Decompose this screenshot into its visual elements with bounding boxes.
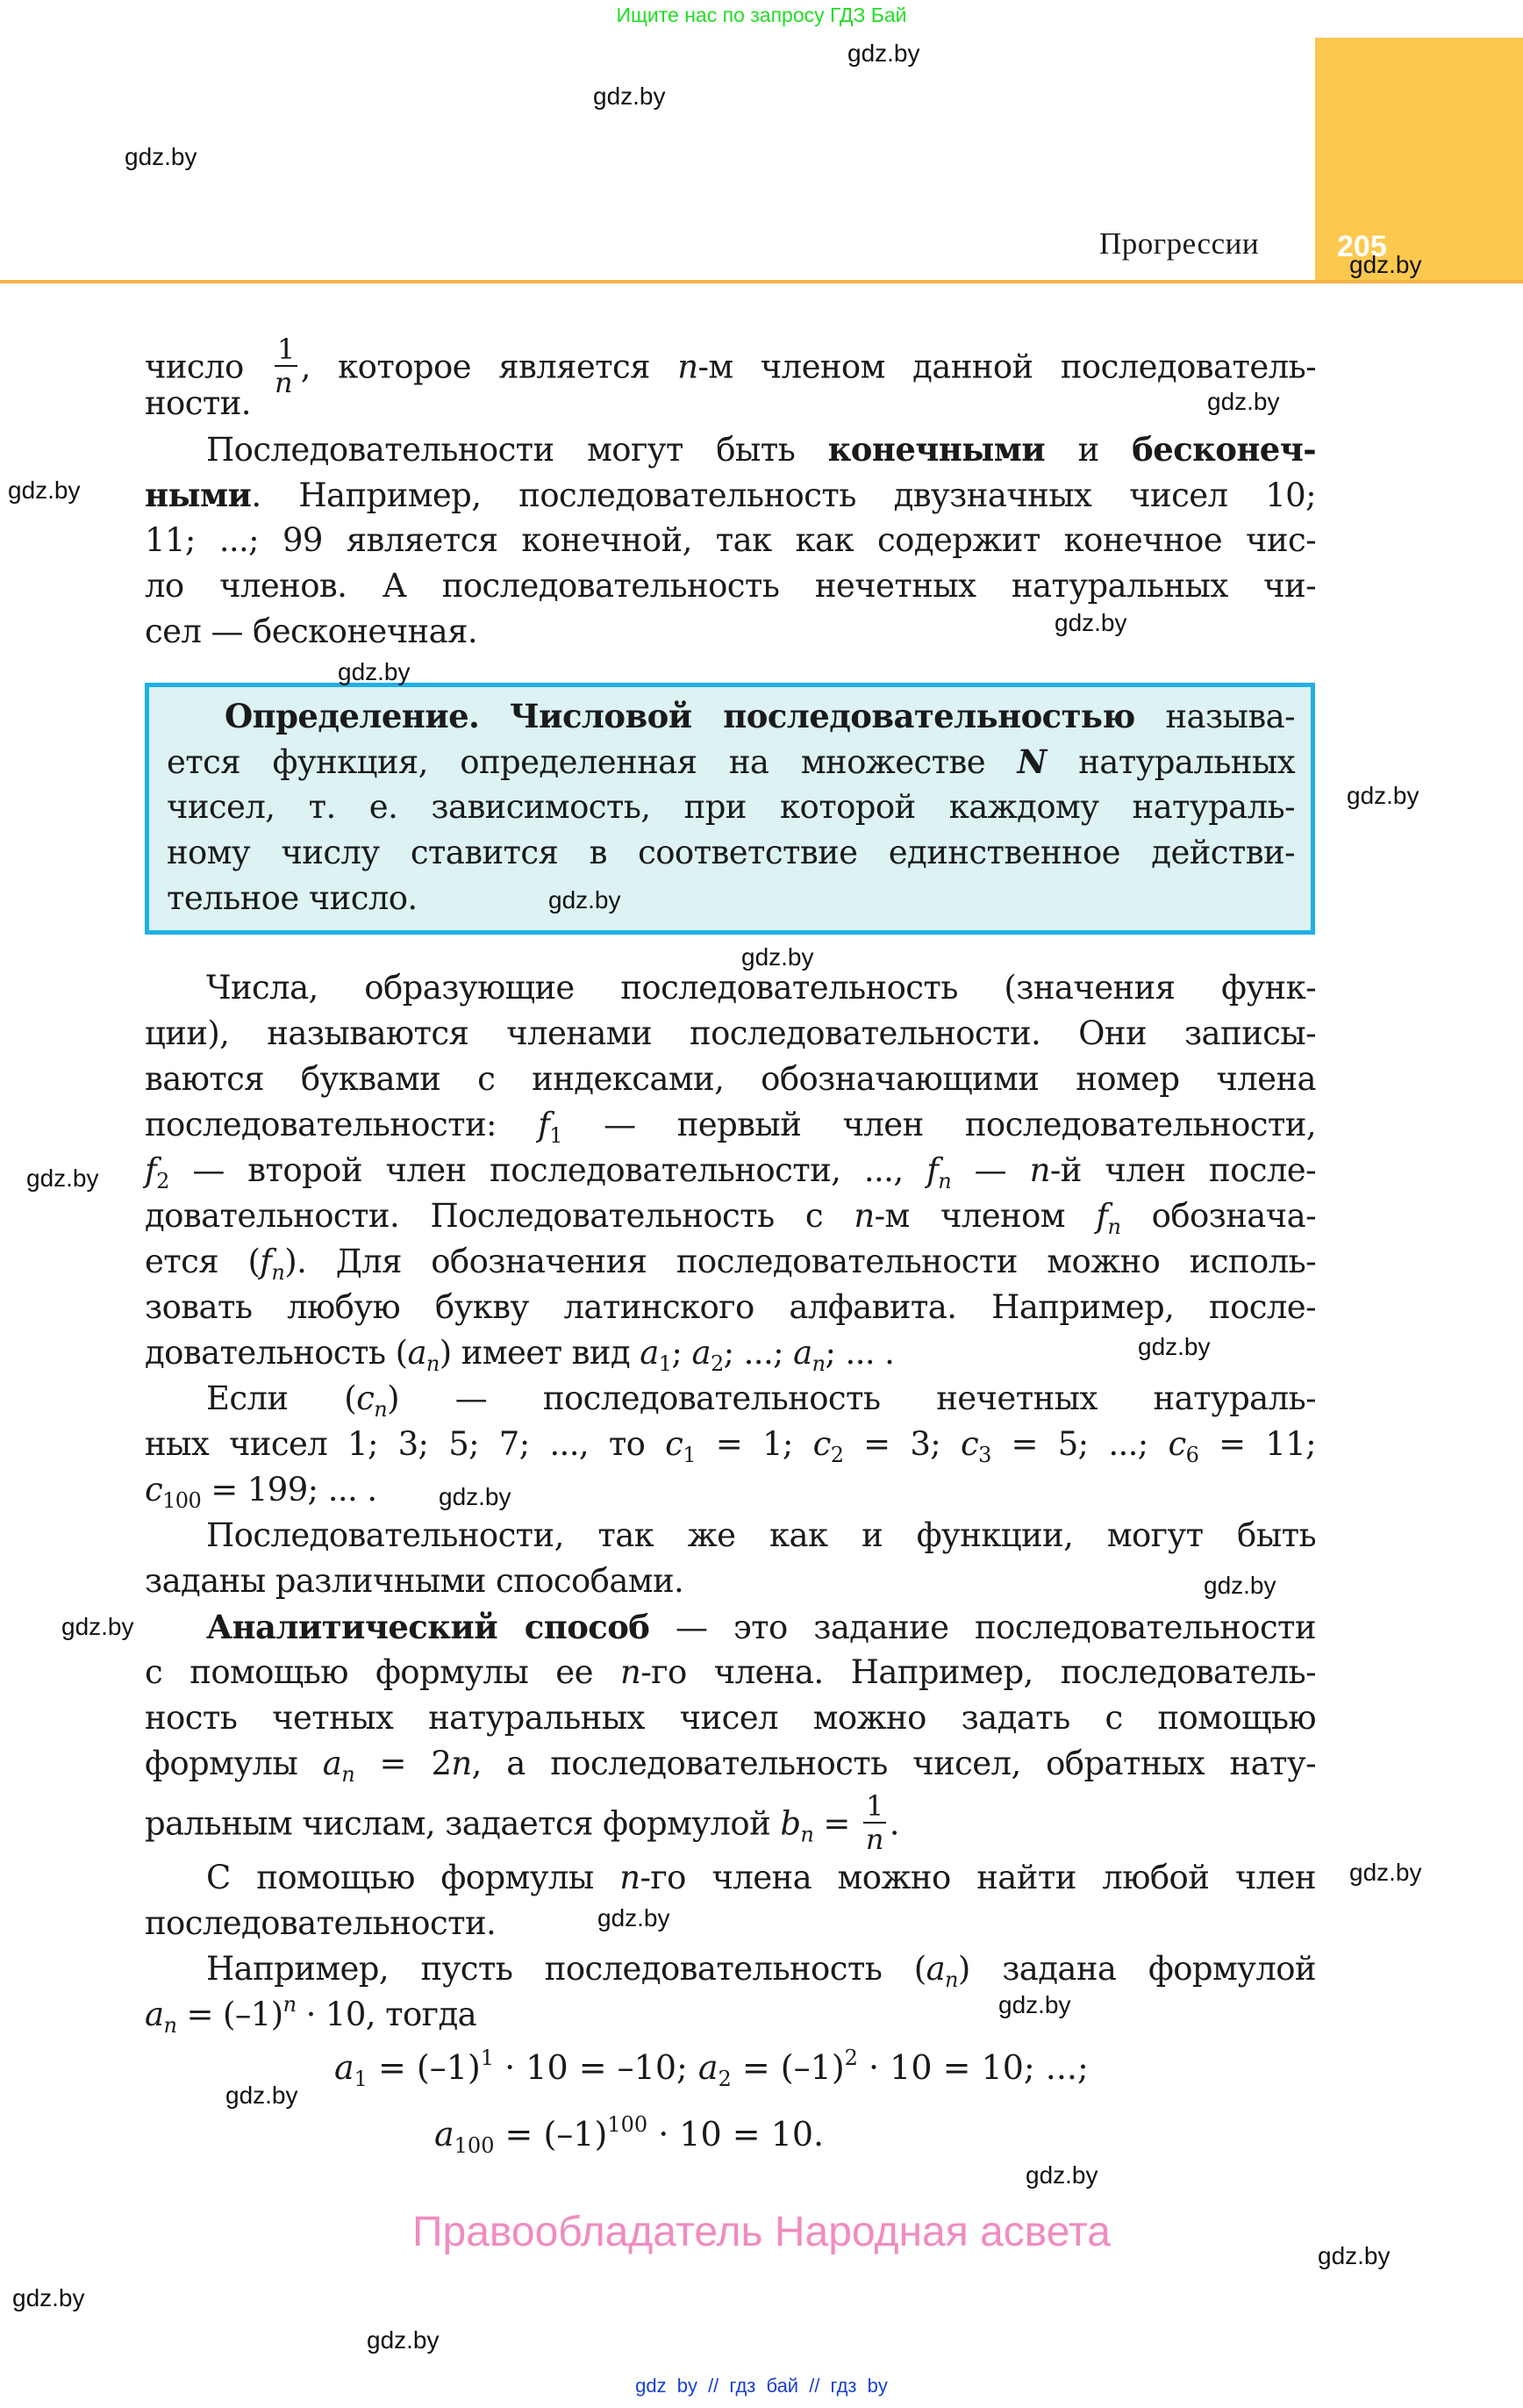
running-head: Прогрессии — [1099, 226, 1260, 261]
p6-line-3: ность четных натуральных чисел можно задать с помощью — [145, 1699, 1316, 1737]
p3-line-4: последовательности: $f_1$ — первый член последовательности, — [145, 1106, 1317, 1148]
copyright-notice: Правообладатель Народная асвета — [412, 2209, 1111, 2255]
p3-line-8: зовать любую букву латинского алфавита. Например, после- — [145, 1288, 1316, 1326]
p8-line-2: $a_n = (-1)^n \cdot 10$, тогда — [145, 1992, 477, 2038]
p2-line-5: сел — бесконечная. — [145, 613, 477, 650]
p2-line-3: 11; ...; 99 является конечной, так как содержит конечное чис- — [145, 521, 1316, 559]
top-banner: Ищите нас по запросу ГДЗ Бай — [616, 4, 907, 26]
p6-line-4: формулы $a_n = 2n$, а последовательность чисел, обратных нату- — [145, 1745, 1316, 1787]
p7-line-1: С помощью формулы n-го члена можно найти любой член — [206, 1859, 1316, 1896]
p4-line-3: $c_{100} = 199$; ... . — [145, 1471, 377, 1513]
definition-term: Числовой последовательностью — [509, 697, 1135, 735]
watermark: gdz.by — [439, 1483, 511, 1510]
watermark: gdz.by — [593, 82, 666, 110]
watermark: gdz.by — [8, 477, 81, 504]
analytic-method-term: Аналитический способ — [206, 1608, 650, 1646]
watermark: gdz.by — [1349, 251, 1422, 278]
watermark: gdz.by — [548, 886, 621, 914]
p2-line-1: Последовательности могут быть конечными и бесконеч- — [206, 430, 1316, 469]
watermark: gdz.by — [1207, 388, 1280, 415]
p4-line-1: Если $(c_n)$ — последовательность нечетных натураль- — [206, 1380, 1316, 1422]
watermark: gdz.by — [367, 2326, 440, 2354]
definition-line-5: тельное число. — [167, 879, 418, 917]
watermark: gdz.by — [125, 143, 197, 170]
watermark: gdz.by — [1138, 1333, 1211, 1360]
watermark: gdz.by — [847, 39, 920, 67]
page-number: 205 — [1337, 230, 1387, 263]
p1-line-2: ности. — [145, 384, 251, 422]
fraction-1-over-n: $\frac{1}{n}$ — [863, 1792, 886, 1853]
p7-line-2: последовательности. — [145, 1904, 497, 1942]
p2-line-4: ло членов. А последовательность нечетных натуральных чи- — [145, 567, 1316, 605]
p1-line-1: число $\frac{1}{n}$ , которое является n-м членом данной последователь- — [145, 333, 1316, 399]
watermark: gdz.by — [1055, 609, 1127, 636]
header-rule — [0, 280, 1523, 283]
watermark: gdz.by — [998, 1991, 1071, 2018]
watermark: gdz.by — [61, 1613, 134, 1640]
p3-line-3: ваются буквами с индексами, обозначающими номер члена — [145, 1060, 1316, 1098]
watermark: gdz.by — [1204, 1572, 1276, 1599]
definition-line-3: чисел, т. е. зависимость, при которой каждому натураль- — [167, 788, 1295, 826]
watermark: gdz.by — [1026, 2161, 1098, 2189]
p3-line-2: ции), называются членами последовательности. Они записы- — [145, 1014, 1316, 1052]
watermark: gdz.by — [597, 1904, 670, 1931]
p2-line-2: ными. Например, последовательность двузначных чисел 10; — [145, 476, 1316, 514]
fraction-1-over-n: $\frac{1}{n}$ — [275, 335, 297, 397]
watermark: gdz.by — [1318, 2242, 1391, 2269]
watermark: gdz.by — [741, 943, 814, 971]
definition-line-1: Определение. Числовой последовательностью называ- — [225, 697, 1295, 735]
definition-line-4: ному числу ставится в соответствие единственное действи- — [167, 834, 1295, 871]
p4-line-2: ных чисел 1; 3; 5; 7; ..., то $c_1 = 1$; $c_2 = 3$; $c_3 = 5$; ...; $c_6 = 11$; — [145, 1425, 1317, 1467]
formula-a100: $a_{100} = (-1)^{100} \cdot 10 = 10$. — [434, 2112, 825, 2158]
p6-line-5: ральным числам, задается формулой $b_n$ = $\frac{1}{n}$ . — [145, 1789, 899, 1856]
watermark: gdz.by — [225, 2082, 298, 2109]
p5-line-1: Последовательности, так же как и функции, могут быть — [206, 1516, 1316, 1554]
p6-line-1: Аналитический способ — это задание последовательности — [206, 1608, 1316, 1646]
footer-links[interactable]: gdz by // гдз бай // гдз by — [635, 2375, 888, 2397]
watermark: gdz.by — [1349, 1859, 1422, 1886]
p3-line-7: ется $(f_n)$. Для обозначения последовательности можно исполь- — [145, 1243, 1316, 1285]
p6-line-2: с помощью формулы ее n-го члена. Например, последователь- — [145, 1653, 1316, 1691]
watermark: gdz.by — [12, 2284, 85, 2311]
p8-line-1: Например, пусть последовательность $(a_n)$ задана формулой — [206, 1950, 1316, 1992]
formula-a1-a2: $a_1 = (-1)^1 \cdot 10 = -10$; $a_2 = (-1)^2 \cdot 10 = 10$; ...; — [334, 2046, 1089, 2091]
watermark: gdz.by — [26, 1165, 99, 1192]
definition-line-2: ется функция, определенная на множестве N натуральных — [167, 742, 1295, 781]
p3-line-1: Числа, образующие последовательность (значения функ- — [206, 969, 1316, 1007]
watermark: gdz.by — [338, 658, 411, 685]
p3-line-6: довательности. Последовательность с n-м членом $f_n$ обознача- — [145, 1197, 1316, 1239]
p3-line-9: довательность $(a_n)$ имеет вид $a_1$; $a_2$; ...; $a_n$; ... . — [145, 1334, 895, 1376]
watermark: gdz.by — [1347, 782, 1419, 809]
definition-title: Определение. — [225, 697, 480, 735]
p5-line-2: заданы различными способами. — [145, 1562, 684, 1600]
p3-line-5: $f_2$ — второй член последовательности, ..., $f_n$ — n-й член после- — [145, 1151, 1316, 1193]
